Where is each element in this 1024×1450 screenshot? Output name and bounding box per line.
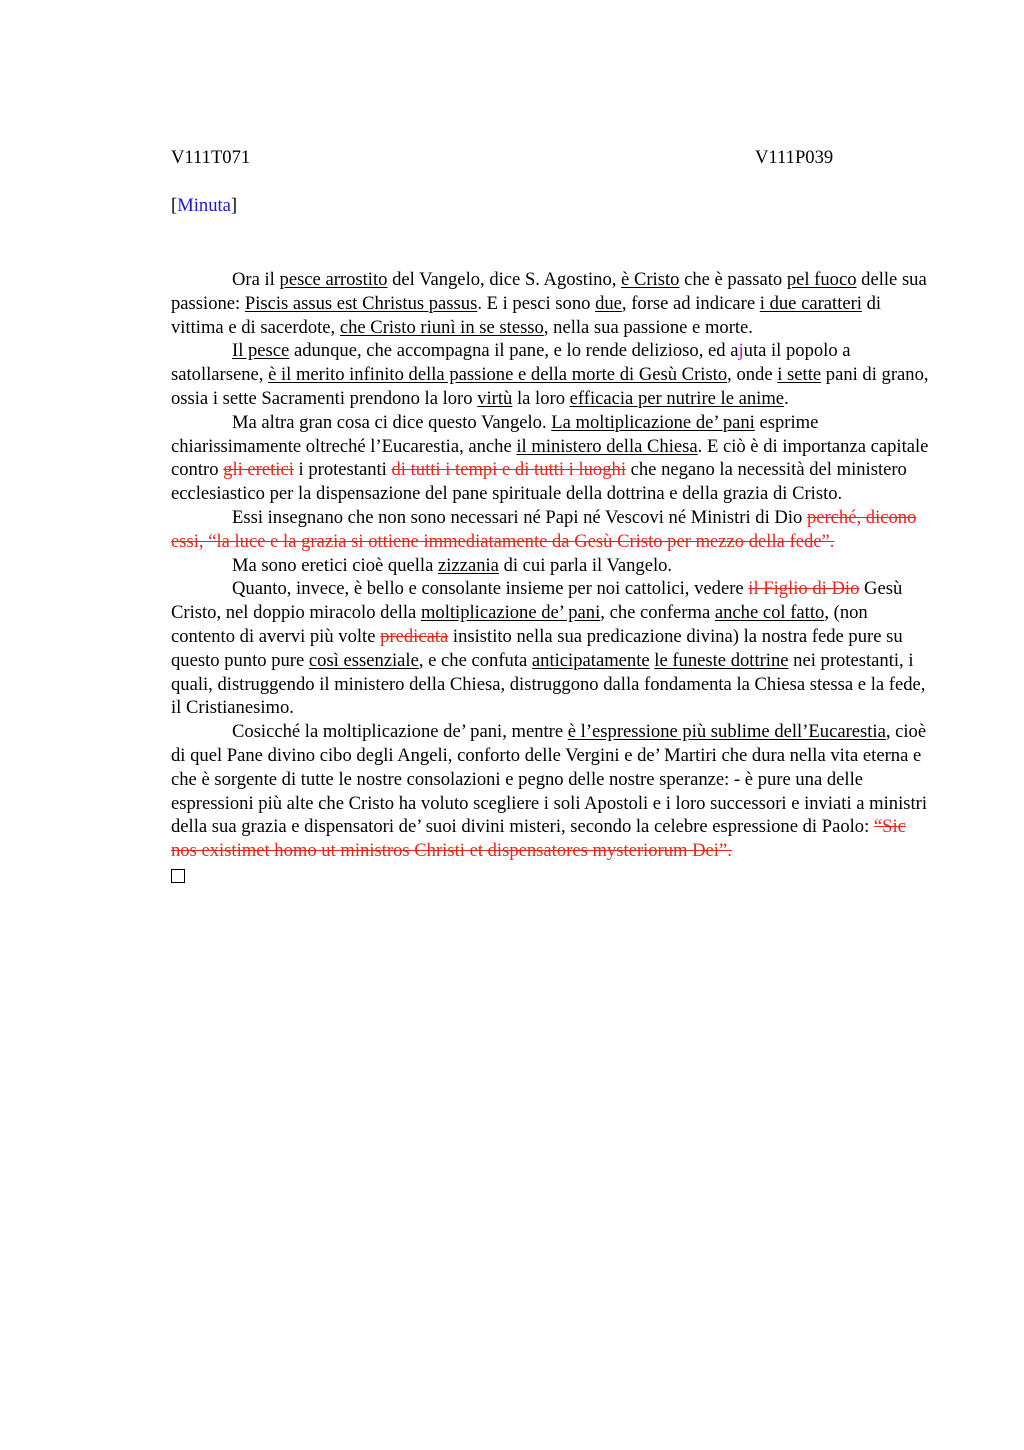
paragraph-5 xyxy=(171,554,931,578)
underlined-text: che Cristo riunì in se stesso xyxy=(339,316,544,338)
deleted-text: ut ministros Christi xyxy=(321,840,465,862)
document-page xyxy=(171,146,931,883)
underlined-text: è il merito infinito della passione e della morte di Gesù Cristo xyxy=(268,364,728,386)
text: , nella sua passione e morte. xyxy=(543,316,753,338)
underlined-text: Piscis assus est Christus passus xyxy=(244,292,478,314)
deleted-text: et dispensatores mysteriorum Dei xyxy=(469,840,719,862)
underlined-text: pel fuoco xyxy=(786,269,857,290)
text: . E i pesci sono xyxy=(477,292,596,314)
text: , cioè di quel Pane divino cibo degli Angeli, conforto delle Vergini e de’ Martiri che dura nella vita eterna e che è sorgente di tutte le nostre consolazioni e pegno delle nostre speranze: - è pure una delle espressioni più alte che Cristo ha voluto scegliere i soli Apostoli e i loro successori e inviati a ministri della sua grazia e dispensatori de’ suoi divini misteri, secondo la celebre espressione di Paolo: xyxy=(171,721,928,838)
text: , che conferma xyxy=(600,602,715,624)
end-box-icon xyxy=(171,869,185,883)
underlined-text: moltiplicazione de’ pani xyxy=(420,602,601,624)
paragraph-1 xyxy=(171,268,931,339)
document-codes xyxy=(171,146,931,170)
text: uta il popolo a satollarsene, xyxy=(171,340,851,386)
paragraph-3 xyxy=(171,411,931,506)
underlined-text: così essenziale xyxy=(308,649,419,671)
text: di vittima e di sacerdote, xyxy=(171,292,882,338)
underlined-text: i sette xyxy=(777,364,822,386)
paragraph-7 xyxy=(171,720,931,863)
inserted-text: j xyxy=(738,340,744,362)
text: , e che confuta xyxy=(418,649,532,671)
underlined-text: Il pesce xyxy=(232,340,290,362)
deleted-text: il Figlio di Dio xyxy=(748,578,860,600)
deleted-text: di tutti i tempi e di tutti i luoghi xyxy=(391,459,626,481)
text: . E ciò è di importanza capitale contro xyxy=(171,435,929,481)
underlined-text: virtù xyxy=(477,387,513,409)
text: , (non contento di avervi più volte xyxy=(171,602,868,647)
underlined-text: efficacia per nutrire le anime xyxy=(569,387,785,409)
text: Quanto, invece, è bello e consolante insieme per noi cattolici, vedere xyxy=(232,578,749,600)
text: la loro xyxy=(512,387,570,409)
deleted-text: ”. xyxy=(718,840,732,862)
text: di cui parla il Vangelo. xyxy=(498,554,673,576)
text: Ma altra gran cosa ci dice questo Vangelo. xyxy=(232,411,552,433)
underlined-text: anche col fatto xyxy=(714,602,825,624)
document-label xyxy=(171,194,931,218)
deleted-text: “Sic nos existimet homo xyxy=(171,816,906,862)
text: Ora il xyxy=(232,269,280,290)
text: insistito nella sua predicazione divina) la nostra fede pure su questo punto pure xyxy=(171,625,903,671)
text: . xyxy=(784,387,789,409)
text: pani di grano, ossia i sette Sacramenti prendono la loro xyxy=(171,364,929,409)
text: i protestanti xyxy=(293,459,392,481)
paragraph-6 xyxy=(171,577,931,720)
text: che è passato xyxy=(679,269,787,290)
underlined-text: zizzania xyxy=(438,554,499,576)
underlined-text: anticipatamente xyxy=(531,649,650,671)
text: , forse ad indicare xyxy=(621,292,760,314)
underlined-text: i due caratteri xyxy=(759,292,862,314)
label-bracket-open: [ xyxy=(171,195,178,216)
text: esprime chiarissimamente oltreché l’Eucarestia, anche xyxy=(171,411,819,457)
underlined-text: è l’espressione più sublime dell’Eucarestia xyxy=(567,721,886,743)
underlined-text: le funeste dottrine xyxy=(654,649,789,671)
document-body xyxy=(171,268,931,883)
text: Cosicché la moltiplicazione de’ pani, mentre xyxy=(232,721,568,743)
deleted-text: perché, dicono essi, “la luce e la grazia si ottiene immediatamente da Gesù Cristo per mezzo della fede”. xyxy=(171,506,917,552)
text: Ma sono eretici cioè quella xyxy=(232,554,439,576)
underlined-text: pesce arrostito xyxy=(279,269,388,290)
text: adunque, che accompagna il pane, e lo rende delizioso, ed a xyxy=(289,340,739,362)
deleted-text: predicata xyxy=(380,625,449,647)
deleted-text: gli eretici xyxy=(223,459,294,481)
text: del Vangelo, dice S. Agostino, xyxy=(387,269,622,290)
underlined-text: è Cristo xyxy=(621,269,680,290)
text: Essi insegnano che non sono necessari né Papi né Vescovi né Ministri di Dio xyxy=(232,506,807,528)
text: Gesù Cristo, nel doppio miracolo della xyxy=(171,578,903,624)
document-code-right: V111P039 xyxy=(755,147,834,168)
label-word: Minuta xyxy=(177,195,231,216)
text: delle sua passione: xyxy=(171,269,927,314)
text: nei protestanti, i quali, distruggendo il ministero della Chiesa, distruggono dalla fondamenta la Chiesa stessa e la fede, il Cristianesimo. xyxy=(171,649,926,719)
underlined-text: La moltiplicazione de’ pani xyxy=(551,411,755,433)
text: che negano la necessità del ministero ecclesiastico per la dispensazione del pane spirituale della dottrina e della grazia di Cristo. xyxy=(171,459,907,505)
paragraph-2 xyxy=(171,339,931,410)
text: , onde xyxy=(727,364,778,386)
document-code-left: V111T071 xyxy=(171,147,251,168)
underlined-text: il ministero della Chiesa xyxy=(516,435,698,457)
underlined-text: due xyxy=(595,292,622,314)
paragraph-4 xyxy=(171,506,931,554)
label-bracket-close: ] xyxy=(230,195,238,216)
